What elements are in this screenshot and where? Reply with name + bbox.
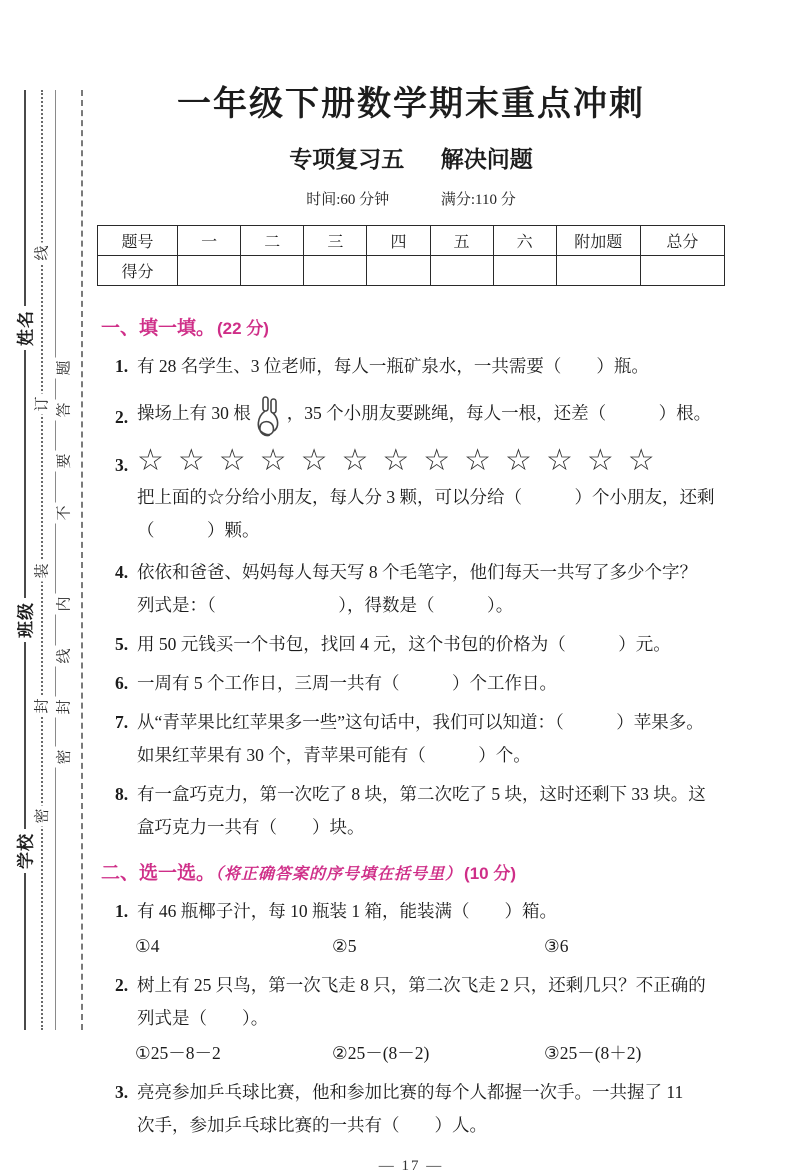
page-title: 一年级下册数学期末重点冲刺 bbox=[177, 85, 645, 123]
s2-question-1-options bbox=[97, 930, 725, 962]
seal-char: 内 bbox=[53, 593, 74, 614]
question-text: 一周有 5 个工作日，三周一共有（ ）个工作日。 bbox=[137, 673, 557, 693]
binding-char: 装 bbox=[31, 560, 52, 581]
score-cell-empty bbox=[241, 256, 304, 286]
header-cell: 六 bbox=[493, 226, 556, 256]
option: ③25－(8＋2) bbox=[544, 1043, 642, 1063]
s1-question-4-line: 列式是：（ ），得数是（ ）。 bbox=[137, 595, 514, 615]
score-cell-empty bbox=[430, 256, 493, 286]
class-label: 班级 bbox=[12, 598, 37, 642]
header-cell: 二 bbox=[241, 226, 304, 256]
question-number: 3. bbox=[115, 1082, 129, 1102]
subtitle-unit: 专项复习五 bbox=[289, 146, 405, 172]
score-cell-empty bbox=[304, 256, 367, 286]
s2-question-1 bbox=[97, 895, 725, 928]
time-limit: 时间:60 分钟 bbox=[306, 192, 390, 208]
section2-title: 二、选一选。 bbox=[101, 863, 216, 884]
page-subtitle bbox=[97, 141, 725, 174]
s1-question-5 bbox=[97, 628, 725, 661]
question-text-suffix: ，35 个小朋友要跳绳，每人一根，还差（ ）根。 bbox=[286, 402, 712, 423]
s1-question-8-line: 盒巧克力一共有（ ）块。 bbox=[137, 817, 365, 837]
s2-question-2 bbox=[97, 969, 725, 1002]
section1-heading bbox=[97, 313, 725, 340]
question-text: 从“青苹果比红苹果多一些”这句话中，我们可以知道：（ ）苹果多。 bbox=[137, 712, 704, 732]
question-text: 有 28 名学生、3 位老师，每人一瓶矿泉水，一共需要（ ）瓶。 bbox=[137, 356, 649, 376]
seal-solid-line bbox=[55, 90, 56, 1030]
subtitle-topic: 解决问题 bbox=[440, 146, 533, 172]
jump-rope-icon bbox=[253, 395, 285, 439]
section2-points: (10 分) bbox=[464, 864, 516, 883]
header-cell: 五 bbox=[430, 226, 493, 256]
header-cell: 三 bbox=[304, 226, 367, 256]
question-text: 亮亮参加乒乓球比赛，他和参加比赛的每个人都握一次手。一共握了 11 bbox=[137, 1082, 684, 1102]
section2-note: （将正确答案的序号填在括号里） bbox=[215, 866, 463, 883]
question-number: 1. bbox=[115, 901, 129, 921]
name-label: 姓名 bbox=[12, 306, 37, 350]
seal-char: 封 bbox=[53, 696, 74, 717]
school-label: 学校 bbox=[12, 829, 37, 873]
full-score: 满分:110 分 bbox=[440, 192, 516, 208]
s1-question-6 bbox=[97, 667, 725, 700]
score-row-label: 得分 bbox=[98, 256, 178, 286]
question-number: 8. bbox=[115, 784, 129, 804]
question-number: 7. bbox=[115, 712, 129, 732]
score-cell-empty bbox=[640, 256, 724, 286]
option: ①4 bbox=[135, 936, 160, 956]
binding-char: 线 bbox=[31, 242, 52, 263]
score-table bbox=[97, 225, 725, 286]
option: ②25－(8－2) bbox=[332, 1043, 430, 1063]
s1-question-7-line: 如果红苹果有 30 个，青苹果可能有（ ）个。 bbox=[137, 745, 531, 765]
question-text bbox=[137, 395, 725, 431]
question-text: 依依和爸爸、妈妈每人每天写 8 个毛笔字，他们每天一共写了多少个字？ bbox=[137, 562, 697, 582]
header-cell: 一 bbox=[178, 226, 241, 256]
seal-char: 题 bbox=[53, 357, 74, 378]
option: ②5 bbox=[332, 936, 357, 956]
seal-char: 要 bbox=[53, 450, 74, 471]
s1-question-8 bbox=[97, 778, 725, 811]
header-cell: 总分 bbox=[640, 226, 724, 256]
s1-question-3-line: （ ）颗。 bbox=[137, 520, 260, 540]
question-number: 3. bbox=[115, 455, 129, 475]
question-number: 6. bbox=[115, 673, 129, 693]
star-row: ☆☆☆☆☆☆☆☆☆☆☆☆☆ bbox=[137, 444, 669, 477]
question-number: 2. bbox=[115, 975, 129, 995]
binding-char: 订 bbox=[31, 393, 52, 414]
score-cell-empty bbox=[367, 256, 430, 286]
seal-char: 线 bbox=[53, 645, 74, 666]
s1-question-3 bbox=[97, 441, 725, 481]
question-text-prefix: 操场上有 30 根 bbox=[137, 402, 251, 423]
binding-margin bbox=[0, 0, 95, 1122]
s1-question-7 bbox=[97, 706, 725, 739]
header-cell: 题号 bbox=[98, 226, 178, 256]
option: ③6 bbox=[544, 936, 569, 956]
score-cell-empty bbox=[556, 256, 640, 286]
question-text: 树上有 25 只鸟，第一次飞走 8 只，第二次飞走 2 只，还剩几只？不正确的 bbox=[137, 975, 706, 995]
score-cell-empty bbox=[178, 256, 241, 286]
header-cell: 四 bbox=[367, 226, 430, 256]
question-number: 2. bbox=[115, 407, 129, 427]
score-cell-empty bbox=[493, 256, 556, 286]
binding-char: 封 bbox=[31, 695, 52, 716]
s1-question-4 bbox=[97, 556, 725, 589]
seal-char: 密 bbox=[53, 746, 74, 767]
s2-question-2-options bbox=[97, 1037, 725, 1069]
s1-question-3-line: 把上面的☆分给小朋友，每人分 3 颗，可以分给（ ）个小朋友，还剩 bbox=[137, 487, 715, 507]
s2-question-2-line: 列式是（ ）。 bbox=[137, 1008, 269, 1028]
section1-title: 一、填一填。 bbox=[101, 318, 216, 339]
question-number: 1. bbox=[115, 356, 129, 376]
section1-points: (22 分) bbox=[217, 319, 269, 338]
question-text: 有一盒巧克力，第一次吃了 8 块，第二次吃了 5 块，这时还剩下 33 块。这 bbox=[137, 784, 706, 804]
page-number: — 17 — bbox=[378, 1158, 444, 1174]
exam-info bbox=[97, 188, 725, 209]
header-cell: 附加题 bbox=[556, 226, 640, 256]
s2-question-3-line: 次手，参加乒乓球比赛的一共有（ ）人。 bbox=[137, 1115, 487, 1135]
question-number: 5. bbox=[115, 634, 129, 654]
name-writing-line bbox=[24, 90, 26, 1030]
worksheet-page bbox=[97, 0, 725, 1175]
score-table-header-row bbox=[98, 226, 725, 256]
question-text: 用 50 元钱买一个书包，找回 4 元，这个书包的价格为（ ）元。 bbox=[137, 634, 671, 654]
section2-heading bbox=[97, 858, 725, 885]
seal-char: 不 bbox=[53, 502, 74, 523]
s1-question-1 bbox=[97, 350, 725, 383]
option: ①25－8－2 bbox=[135, 1043, 221, 1063]
seal-dashed-line bbox=[81, 90, 83, 1030]
seal-char: 答 bbox=[53, 399, 74, 420]
question-number: 4. bbox=[115, 562, 129, 582]
question-text: 有 46 瓶椰子汁，每 10 瓶装 1 箱，能装满（ ）箱。 bbox=[137, 901, 557, 921]
binding-char: 密 bbox=[31, 805, 52, 826]
s2-question-3 bbox=[97, 1076, 725, 1109]
s1-question-2 bbox=[97, 395, 725, 431]
score-table-score-row bbox=[98, 256, 725, 286]
